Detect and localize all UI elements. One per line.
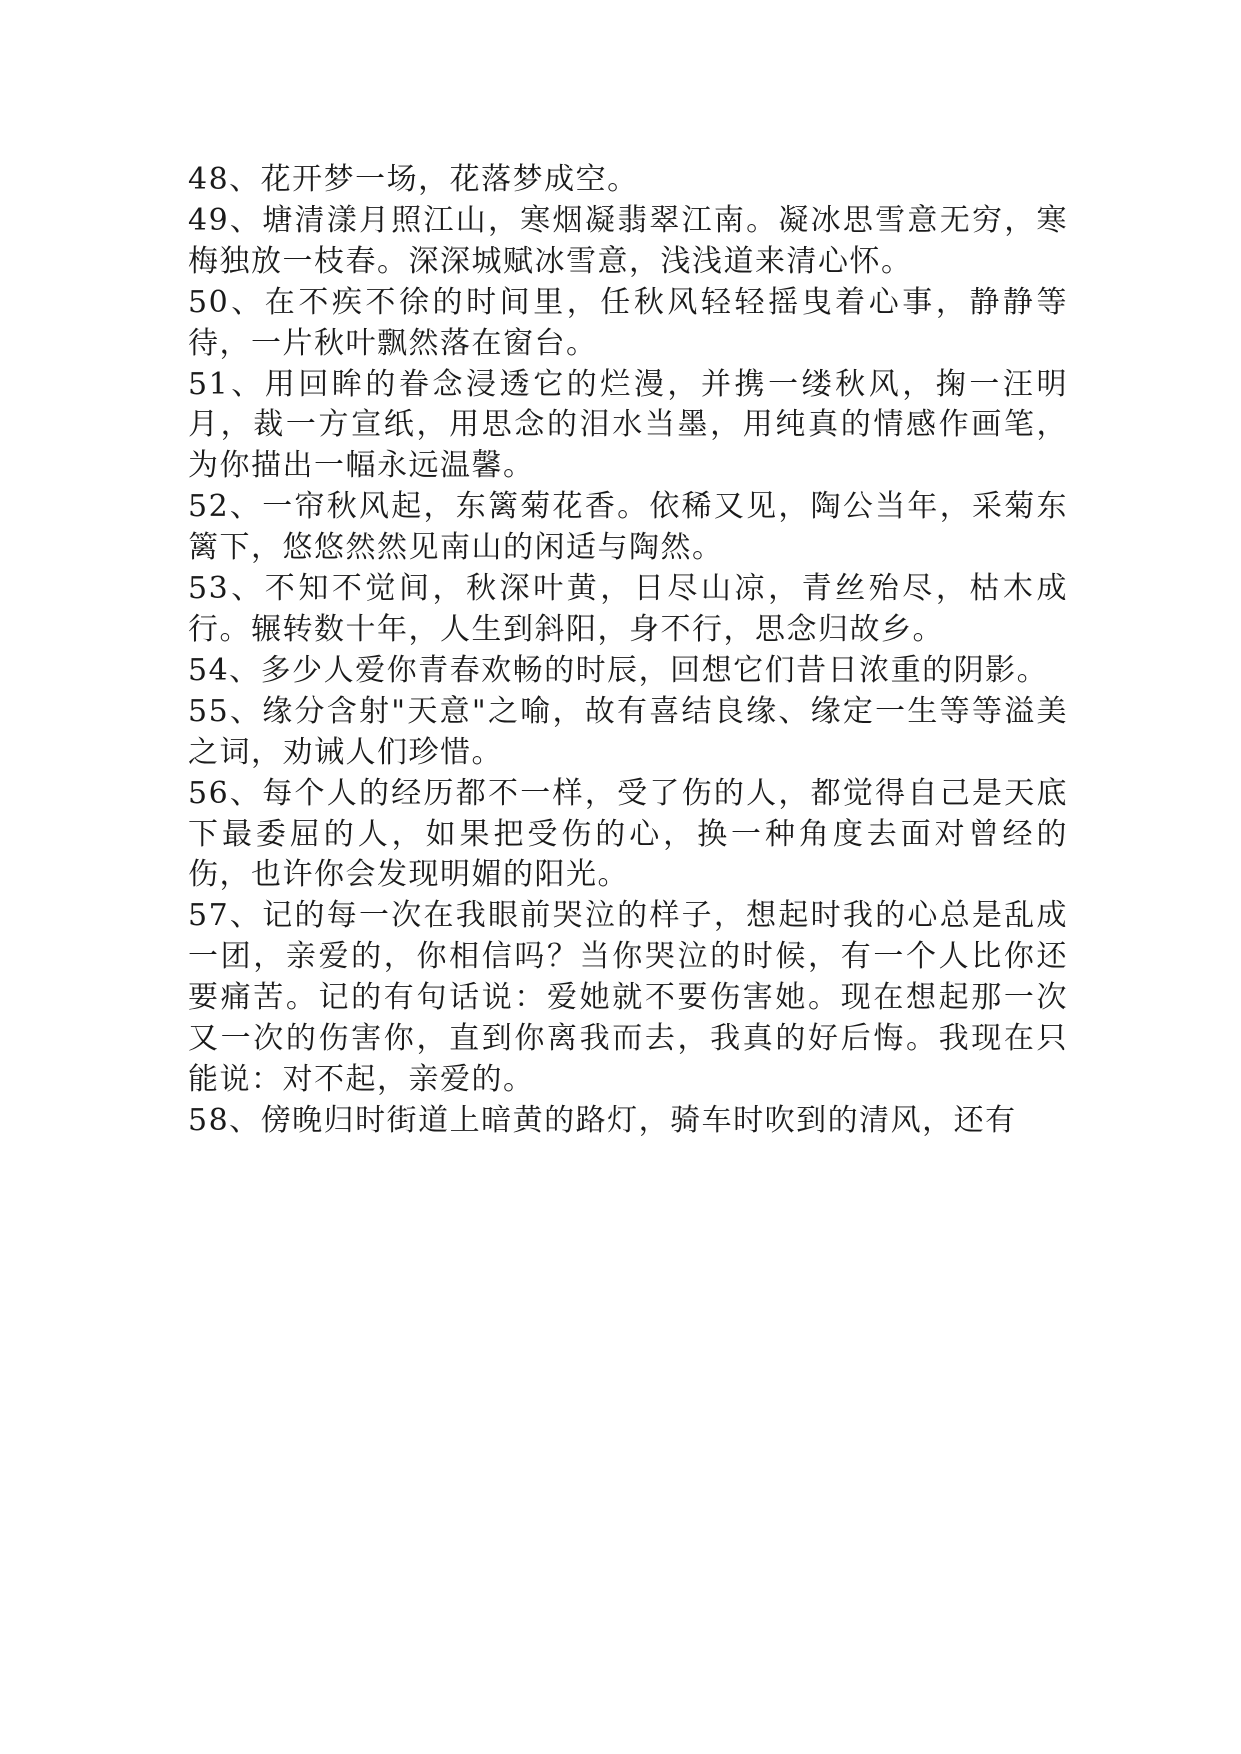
entry-56: 56、每个人的经历都不一样，受了伤的人，都觉得自己是天底下最委屈的人，如果把受伤的心，换一种角度去面对曾经的伤，也许你会发现明媚的阳光。	[188, 775, 1068, 893]
entry-53: 53、不知不觉间，秋深叶黄，日尽山凉，青丝殆尽，枯木成行。辗转数十年，人生到斜阳，身不行，思念归故乡。	[188, 571, 1068, 647]
entry-58: 58、傍晚归时街道上暗黄的路灯，骑车时吹到的清风，还有	[188, 1102, 1017, 1138]
entry-48: 48、花开梦一场，花落梦成空。	[188, 162, 639, 197]
entry-54: 54、多少人爱你青春欢畅的时辰，回想它们昔日浓重的阴影。	[188, 652, 1049, 688]
entry-52: 52、一帘秋风起，东篱菊花香。依稀又见，陶公当年，采菊东篱下，悠悠然然见南山的闲适与陶然。	[188, 489, 1068, 566]
entry-50: 50、在不疾不徐的时间里，任秋风轻轻摇曳着心事，静静等待，一片秋叶飘然落在窗台。	[188, 284, 1068, 361]
entry-51: 51、用回眸的眷念浸透它的烂漫，并携一缕秋风，掬一汪明月，裁一方宣纸，用思念的泪水当墨，用纯真的情感作画笔，为你描出一幅永远温馨。	[188, 366, 1068, 484]
entry-57: 57、记的每一次在我眼前哭泣的样子，想起时我的心总是乱成一团，亲爱的，你相信吗？当你哭泣的时候，有一个人比你还要痛苦。记的有句话说：爱她就不要伤害她。现在想起那一次又一次的伤害你，直到你离我而去，我真的好后悔。我现在只能说：对不起，亲爱的。	[188, 898, 1068, 1097]
document-body	[188, 160, 1068, 1142]
entry-49: 49、塘清漾月照江山，寒烟凝翡翠江南。凝冰思雪意无穷，寒梅独放一枝春。深深城赋冰雪意，浅浅道来清心怀。	[188, 202, 1068, 279]
entry-55: 55、缘分含射"天意"之喻，故有喜结良缘、缘定一生等等溢美之词，劝诫人们珍惜。	[188, 693, 1068, 770]
